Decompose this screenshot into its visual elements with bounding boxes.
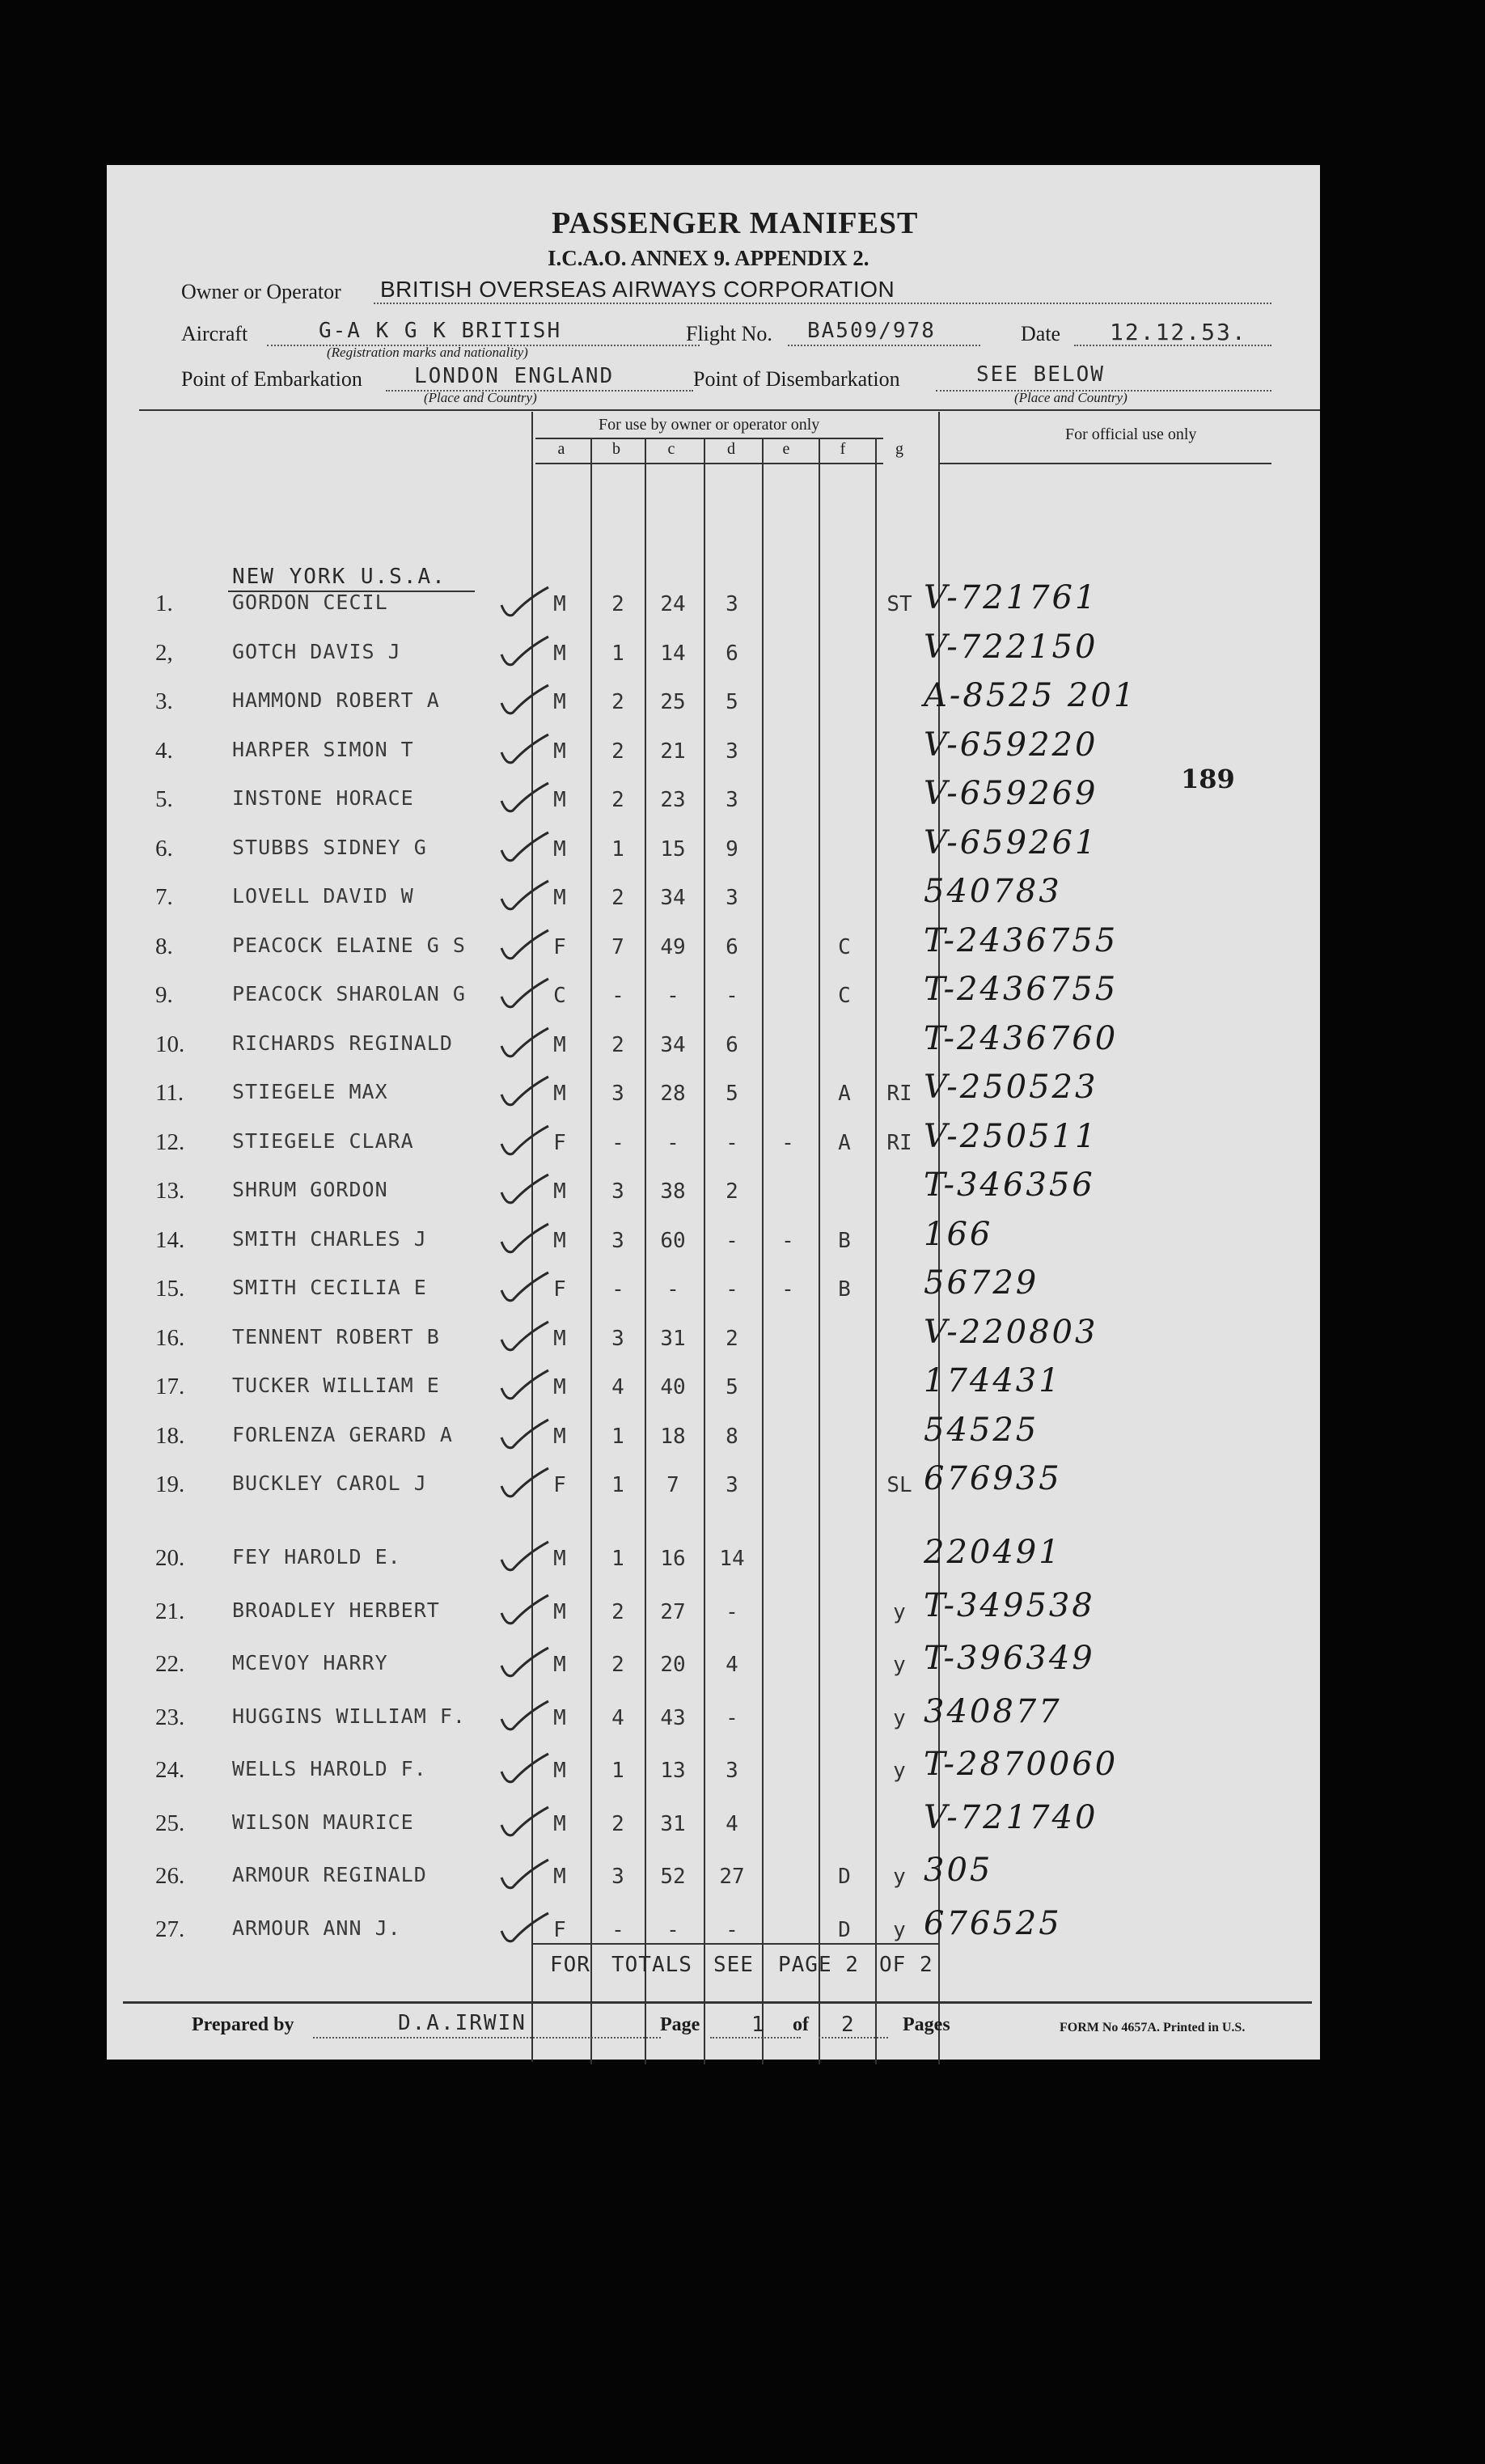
cell-g: y xyxy=(893,1653,906,1677)
row-number: 15. xyxy=(155,1276,185,1302)
cell-g: RI xyxy=(886,1082,912,1106)
cell-d: - xyxy=(726,1917,738,1942)
cell-f: C xyxy=(838,934,851,959)
row-number: 20. xyxy=(155,1545,185,1571)
cell-a: F xyxy=(553,934,566,959)
flight-value: BA509/978 xyxy=(807,319,936,343)
cell-f: B xyxy=(838,1228,851,1253)
totals-page: PAGE 2 xyxy=(778,1953,859,1977)
cell-c: 27 xyxy=(660,1599,686,1624)
cell-a: F xyxy=(553,1277,566,1302)
official-number: 540783 xyxy=(924,873,1062,910)
cell-d: 5 xyxy=(726,1082,738,1106)
cell-c: 31 xyxy=(660,1811,686,1836)
cell-f: C xyxy=(838,984,851,1008)
cell-d: 6 xyxy=(726,934,738,959)
cell-b: 4 xyxy=(611,1705,624,1730)
cell-c: 34 xyxy=(660,886,686,910)
cell-d: 9 xyxy=(726,836,738,862)
passenger-name: STUBBS SIDNEY G xyxy=(232,835,427,859)
owner-label: Owner or Operator xyxy=(181,280,341,303)
form-subtitle: I.C.A.O. ANNEX 9. APPENDIX 2. xyxy=(548,246,869,270)
row-number: 12. xyxy=(155,1128,185,1155)
cell-d: 8 xyxy=(726,1424,738,1449)
table-row xyxy=(107,1264,1320,1316)
date-label: Date xyxy=(1021,322,1061,345)
official-number: V-721740 xyxy=(924,1798,1098,1836)
cell-c: 13 xyxy=(660,1759,686,1783)
official-number: V-220803 xyxy=(924,1313,1098,1351)
row-number: 27. xyxy=(155,1916,185,1942)
col-d-head: d xyxy=(727,440,735,458)
flight-label: Flight No. xyxy=(686,322,772,345)
cell-c: 49 xyxy=(660,934,686,959)
cell-a: M xyxy=(553,1228,566,1253)
cell-f: D xyxy=(838,1865,851,1889)
table-row xyxy=(107,1313,1320,1365)
col-e-head: e xyxy=(782,440,790,458)
cell-g: y xyxy=(893,1599,906,1624)
cell-d: 3 xyxy=(726,788,738,812)
prepared-value: D.A.IRWIN xyxy=(398,2011,527,2035)
passenger-name: TUCKER WILLIAM E xyxy=(232,1374,440,1397)
passenger-name: MCEVOY HARRY xyxy=(232,1651,388,1674)
cell-a: M xyxy=(553,1375,566,1399)
cell-b: 4 xyxy=(611,1375,624,1399)
passenger-name: ARMOUR ANN J. xyxy=(232,1916,401,1940)
cell-c: 25 xyxy=(660,690,686,714)
table-row xyxy=(107,1534,1320,1586)
cell-a: M xyxy=(553,886,566,910)
passenger-name: SMITH CHARLES J xyxy=(232,1226,427,1251)
row-number: 2, xyxy=(155,639,173,666)
cell-d: 2 xyxy=(726,1326,738,1351)
cell-c: 60 xyxy=(660,1228,686,1253)
cell-b: 2 xyxy=(611,592,624,616)
passenger-name: RICHARDS REGINALD xyxy=(232,1031,453,1055)
cell-b: 1 xyxy=(611,1473,624,1497)
cell-d: 27 xyxy=(719,1865,745,1889)
table-row xyxy=(107,1640,1320,1691)
table-row xyxy=(107,823,1320,876)
table-row xyxy=(107,1746,1320,1797)
cell-d: - xyxy=(726,1277,738,1302)
cell-d: - xyxy=(726,984,738,1008)
passenger-name: SMITH CECILIA E xyxy=(232,1276,427,1299)
cell-b: 3 xyxy=(611,1326,624,1351)
cell-a: M xyxy=(553,1653,566,1677)
cell-b: 2 xyxy=(611,1032,624,1057)
cell-a: M xyxy=(553,1179,566,1204)
cell-d: - xyxy=(726,1705,738,1730)
cell-b: 2 xyxy=(611,886,624,910)
cell-c: 34 xyxy=(660,1032,686,1057)
row-number: 19. xyxy=(155,1471,185,1497)
cell-f: D xyxy=(838,1917,851,1942)
cell-d: 6 xyxy=(726,641,738,666)
cell-b: - xyxy=(611,1277,624,1302)
table-row xyxy=(107,726,1320,778)
table-row xyxy=(107,1117,1320,1170)
cell-c: 24 xyxy=(660,592,686,616)
aircraft-label: Aircraft xyxy=(181,322,248,345)
cell-c: 21 xyxy=(660,739,686,764)
table-row xyxy=(107,1215,1320,1268)
table-row xyxy=(107,1798,1320,1851)
cell-a: M xyxy=(553,1759,566,1783)
cell-c: 52 xyxy=(660,1865,686,1889)
passenger-name: TENNENT ROBERT B xyxy=(232,1324,440,1348)
cell-b: 2 xyxy=(611,690,624,714)
cell-a: M xyxy=(553,788,566,812)
page-annotation: 189 xyxy=(1181,764,1235,794)
official-number: T-2436760 xyxy=(924,1019,1119,1057)
official-number: T-396349 xyxy=(924,1640,1095,1677)
official-number: 676525 xyxy=(924,1904,1062,1942)
cell-g: y xyxy=(893,1865,906,1889)
cell-c: - xyxy=(666,1277,679,1302)
official-use-label: For official use only xyxy=(1065,425,1197,443)
cell-c: - xyxy=(666,1917,679,1942)
row-number: 25. xyxy=(155,1810,185,1836)
row-number: 11. xyxy=(155,1080,184,1106)
cell-a: M xyxy=(553,1326,566,1351)
of-value: 2 xyxy=(841,2013,856,2037)
official-number: T-2436755 xyxy=(924,921,1119,959)
cell-a: F xyxy=(553,1917,566,1942)
row-number: 23. xyxy=(155,1704,185,1730)
cell-a: C xyxy=(553,984,566,1008)
official-number: V-722150 xyxy=(924,628,1098,666)
passenger-name: HUGGINS WILLIAM F. xyxy=(232,1704,466,1728)
cell-d: - xyxy=(726,1599,738,1624)
cell-b: - xyxy=(611,1130,624,1155)
table-row xyxy=(107,1904,1320,1957)
cell-d: 2 xyxy=(726,1179,738,1204)
cell-a: M xyxy=(553,1599,566,1624)
passenger-name: STIEGELE CLARA xyxy=(232,1128,414,1153)
passenger-name: HAMMOND ROBERT A xyxy=(232,688,440,712)
row-number: 1. xyxy=(155,591,173,616)
cell-b: 2 xyxy=(611,788,624,812)
official-number: A-8525 201 xyxy=(924,677,1137,714)
cell-c: 38 xyxy=(660,1179,686,1204)
totals-totals: TOTALS xyxy=(611,1953,692,1977)
row-number: 7. xyxy=(155,884,173,910)
row-number: 24. xyxy=(155,1757,185,1783)
row-number: 9. xyxy=(155,982,173,1008)
aircraft-note: (Registration marks and nationality) xyxy=(327,345,528,360)
section-heading: NEW YORK U.S.A. xyxy=(232,565,446,589)
passenger-name: HARPER SIMON T xyxy=(232,737,414,761)
passenger-name: BUCKLEY CAROL J xyxy=(232,1471,427,1495)
row-number: 3. xyxy=(155,688,173,714)
official-number: V-659220 xyxy=(924,726,1098,764)
cell-g: y xyxy=(893,1759,906,1783)
table-row xyxy=(107,1019,1320,1072)
cell-d: 4 xyxy=(726,1653,738,1677)
official-number: 56729 xyxy=(924,1264,1039,1302)
aircraft-value: G-A K G K BRITISH xyxy=(319,319,562,343)
cell-c: - xyxy=(666,1130,679,1155)
cell-a: M xyxy=(553,836,566,862)
cell-f: A xyxy=(838,1082,851,1106)
cell-e: - xyxy=(781,1228,794,1253)
table-row xyxy=(107,971,1320,1022)
official-number: 305 xyxy=(924,1852,993,1889)
table-row xyxy=(107,921,1320,974)
cell-d: 14 xyxy=(719,1547,745,1571)
official-number: T-349538 xyxy=(924,1586,1095,1624)
col-a-head: a xyxy=(557,440,565,458)
cell-f: B xyxy=(838,1277,851,1302)
row-number: 14. xyxy=(155,1226,185,1253)
official-number: 676935 xyxy=(924,1460,1062,1497)
cell-a: M xyxy=(553,1424,566,1449)
passenger-name: GORDON CECIL xyxy=(232,591,388,614)
embark-label: Point of Embarkation xyxy=(181,367,362,391)
row-number: 18. xyxy=(155,1422,185,1449)
official-number: 340877 xyxy=(924,1692,1062,1730)
table-row xyxy=(107,873,1320,925)
cell-d: 5 xyxy=(726,690,738,714)
embark-value: LONDON ENGLAND xyxy=(414,364,615,388)
cell-g: y xyxy=(893,1705,906,1730)
cell-a: M xyxy=(553,690,566,714)
official-number: T-2870060 xyxy=(924,1746,1119,1783)
cell-g: y xyxy=(893,1917,906,1942)
row-number: 17. xyxy=(155,1374,185,1399)
passenger-name: SHRUM GORDON xyxy=(232,1178,388,1201)
table-row xyxy=(107,1586,1320,1639)
cell-a: M xyxy=(553,739,566,764)
passenger-name: ARMOUR REGINALD xyxy=(232,1863,427,1886)
owner-value: BRITISH OVERSEAS AIRWAYS CORPORATION xyxy=(380,277,895,302)
official-number: T-2436755 xyxy=(924,971,1119,1008)
passenger-name: LOVELL DAVID W xyxy=(232,884,414,908)
row-number: 21. xyxy=(155,1598,185,1624)
cell-d: 5 xyxy=(726,1375,738,1399)
table-top-rule xyxy=(139,409,1320,411)
cell-b: 3 xyxy=(611,1082,624,1106)
cell-c: 31 xyxy=(660,1326,686,1351)
col-g-head: g xyxy=(895,440,903,458)
cell-a: M xyxy=(553,1865,566,1889)
row-number: 5. xyxy=(155,786,173,812)
cell-e: - xyxy=(781,1130,794,1155)
embark-note: (Place and Country) xyxy=(424,390,537,405)
cell-c: 40 xyxy=(660,1375,686,1399)
row-number: 10. xyxy=(155,1031,185,1057)
cell-b: 1 xyxy=(611,836,624,862)
cell-b: - xyxy=(611,1917,624,1942)
disembark-note: (Place and Country) xyxy=(1014,390,1128,405)
cell-d: 6 xyxy=(726,1032,738,1057)
totals-of: OF 2 xyxy=(879,1953,933,1977)
cell-g: ST xyxy=(886,592,912,616)
table-row xyxy=(107,1460,1320,1512)
cell-a: M xyxy=(553,1547,566,1571)
cell-d: 3 xyxy=(726,739,738,764)
row-number: 22. xyxy=(155,1651,185,1677)
page-label: Page xyxy=(660,2014,700,2035)
table-row xyxy=(107,579,1320,631)
cell-a: M xyxy=(553,592,566,616)
passenger-name: STIEGELE MAX xyxy=(232,1080,388,1103)
official-number: V-659269 xyxy=(924,775,1098,812)
table-row xyxy=(107,677,1320,729)
cell-d: - xyxy=(726,1228,738,1253)
cell-b: 1 xyxy=(611,1759,624,1783)
of-label: of xyxy=(793,2014,809,2035)
passenger-name: FEY HAROLD E. xyxy=(232,1545,401,1569)
passenger-name: PEACOCK SHAROLAN G xyxy=(232,982,466,1005)
col-f-head: f xyxy=(840,440,846,458)
row-number: 26. xyxy=(155,1863,185,1889)
cell-d: 3 xyxy=(726,886,738,910)
row-number: 16. xyxy=(155,1324,185,1351)
cell-c: 18 xyxy=(660,1424,686,1449)
cell-c: 7 xyxy=(666,1473,679,1497)
col-b-head: b xyxy=(612,440,620,458)
passenger-name: FORLENZA GERARD A xyxy=(232,1422,453,1446)
cell-d: 3 xyxy=(726,1473,738,1497)
totals-for: FOR xyxy=(550,1953,590,1977)
cell-b: 3 xyxy=(611,1179,624,1204)
cell-b: 2 xyxy=(611,1653,624,1677)
official-number: V-250523 xyxy=(924,1069,1098,1106)
cell-g: RI xyxy=(886,1130,912,1155)
cell-e: - xyxy=(781,1277,794,1302)
official-number: V-250511 xyxy=(924,1117,1098,1155)
cell-a: F xyxy=(553,1130,566,1155)
cell-b: 1 xyxy=(611,1547,624,1571)
cell-c: 23 xyxy=(660,788,686,812)
cell-c: - xyxy=(666,984,679,1008)
manifest-sheet xyxy=(107,165,1320,2060)
official-number: 166 xyxy=(924,1215,993,1253)
cell-d: - xyxy=(726,1130,738,1155)
official-number: V-659261 xyxy=(924,823,1098,862)
cell-c: 28 xyxy=(660,1082,686,1106)
cell-a: M xyxy=(553,1082,566,1106)
cell-a: M xyxy=(553,1032,566,1057)
cell-c: 43 xyxy=(660,1705,686,1730)
row-number: 6. xyxy=(155,835,173,862)
table-row xyxy=(107,1362,1320,1414)
owner-use-label: For use by owner or operator only xyxy=(599,416,820,434)
row-number: 4. xyxy=(155,737,173,764)
date-value: 12.12.53. xyxy=(1110,319,1247,345)
cell-c: 20 xyxy=(660,1653,686,1677)
cell-c: 15 xyxy=(660,836,686,862)
disembark-label: Point of Disembarkation xyxy=(693,367,900,391)
form-title: PASSENGER MANIFEST xyxy=(552,206,919,240)
cell-a: M xyxy=(553,1811,566,1836)
official-number: 220491 xyxy=(924,1534,1062,1571)
official-number: T-346356 xyxy=(924,1166,1095,1204)
cell-c: 14 xyxy=(660,641,686,666)
cell-a: M xyxy=(553,1705,566,1730)
cell-b: 2 xyxy=(611,739,624,764)
cell-d: 3 xyxy=(726,592,738,616)
cell-b: 2 xyxy=(611,1811,624,1836)
row-number: 13. xyxy=(155,1178,185,1204)
cell-c: 16 xyxy=(660,1547,686,1571)
cell-a: F xyxy=(553,1473,566,1497)
official-number: 54525 xyxy=(924,1411,1039,1449)
cell-b: 7 xyxy=(611,934,624,959)
cell-b: 1 xyxy=(611,1424,624,1449)
cell-b: 3 xyxy=(611,1865,624,1889)
row-number: 8. xyxy=(155,933,173,959)
passenger-name: WILSON MAURICE xyxy=(232,1810,414,1834)
disembark-value: SEE BELOW xyxy=(976,362,1105,387)
official-number: 174431 xyxy=(924,1362,1062,1399)
table-row xyxy=(107,1411,1320,1463)
col-c-head: c xyxy=(667,440,675,458)
totals-see: SEE xyxy=(713,1953,754,1977)
official-number: V-721761 xyxy=(924,579,1098,616)
table-row xyxy=(107,1852,1320,1903)
cell-b: - xyxy=(611,984,624,1008)
cell-f: A xyxy=(838,1130,851,1155)
passenger-name: PEACOCK ELAINE G S xyxy=(232,933,466,957)
prepared-label: Prepared by xyxy=(192,2014,294,2035)
cell-d: 4 xyxy=(726,1811,738,1836)
cell-b: 2 xyxy=(611,1599,624,1624)
passenger-name: BROADLEY HERBERT xyxy=(232,1598,440,1622)
cell-a: M xyxy=(553,641,566,666)
table-row xyxy=(107,1166,1320,1218)
table-row xyxy=(107,628,1320,680)
passenger-name: WELLS HAROLD F. xyxy=(232,1757,427,1780)
table-row xyxy=(107,1069,1320,1120)
passenger-name: GOTCH DAVIS J xyxy=(232,639,401,663)
cell-d: 3 xyxy=(726,1759,738,1783)
cell-g: SL xyxy=(886,1473,912,1497)
form-note: FORM No 4657A. Printed in U.S. xyxy=(1060,2021,1246,2034)
cell-b: 1 xyxy=(611,641,624,666)
cell-b: 3 xyxy=(611,1228,624,1253)
passenger-name: INSTONE HORACE xyxy=(232,786,414,810)
page-value: 1 xyxy=(751,2013,766,2037)
pages-label: Pages xyxy=(903,2014,950,2035)
table-row xyxy=(107,1692,1320,1745)
